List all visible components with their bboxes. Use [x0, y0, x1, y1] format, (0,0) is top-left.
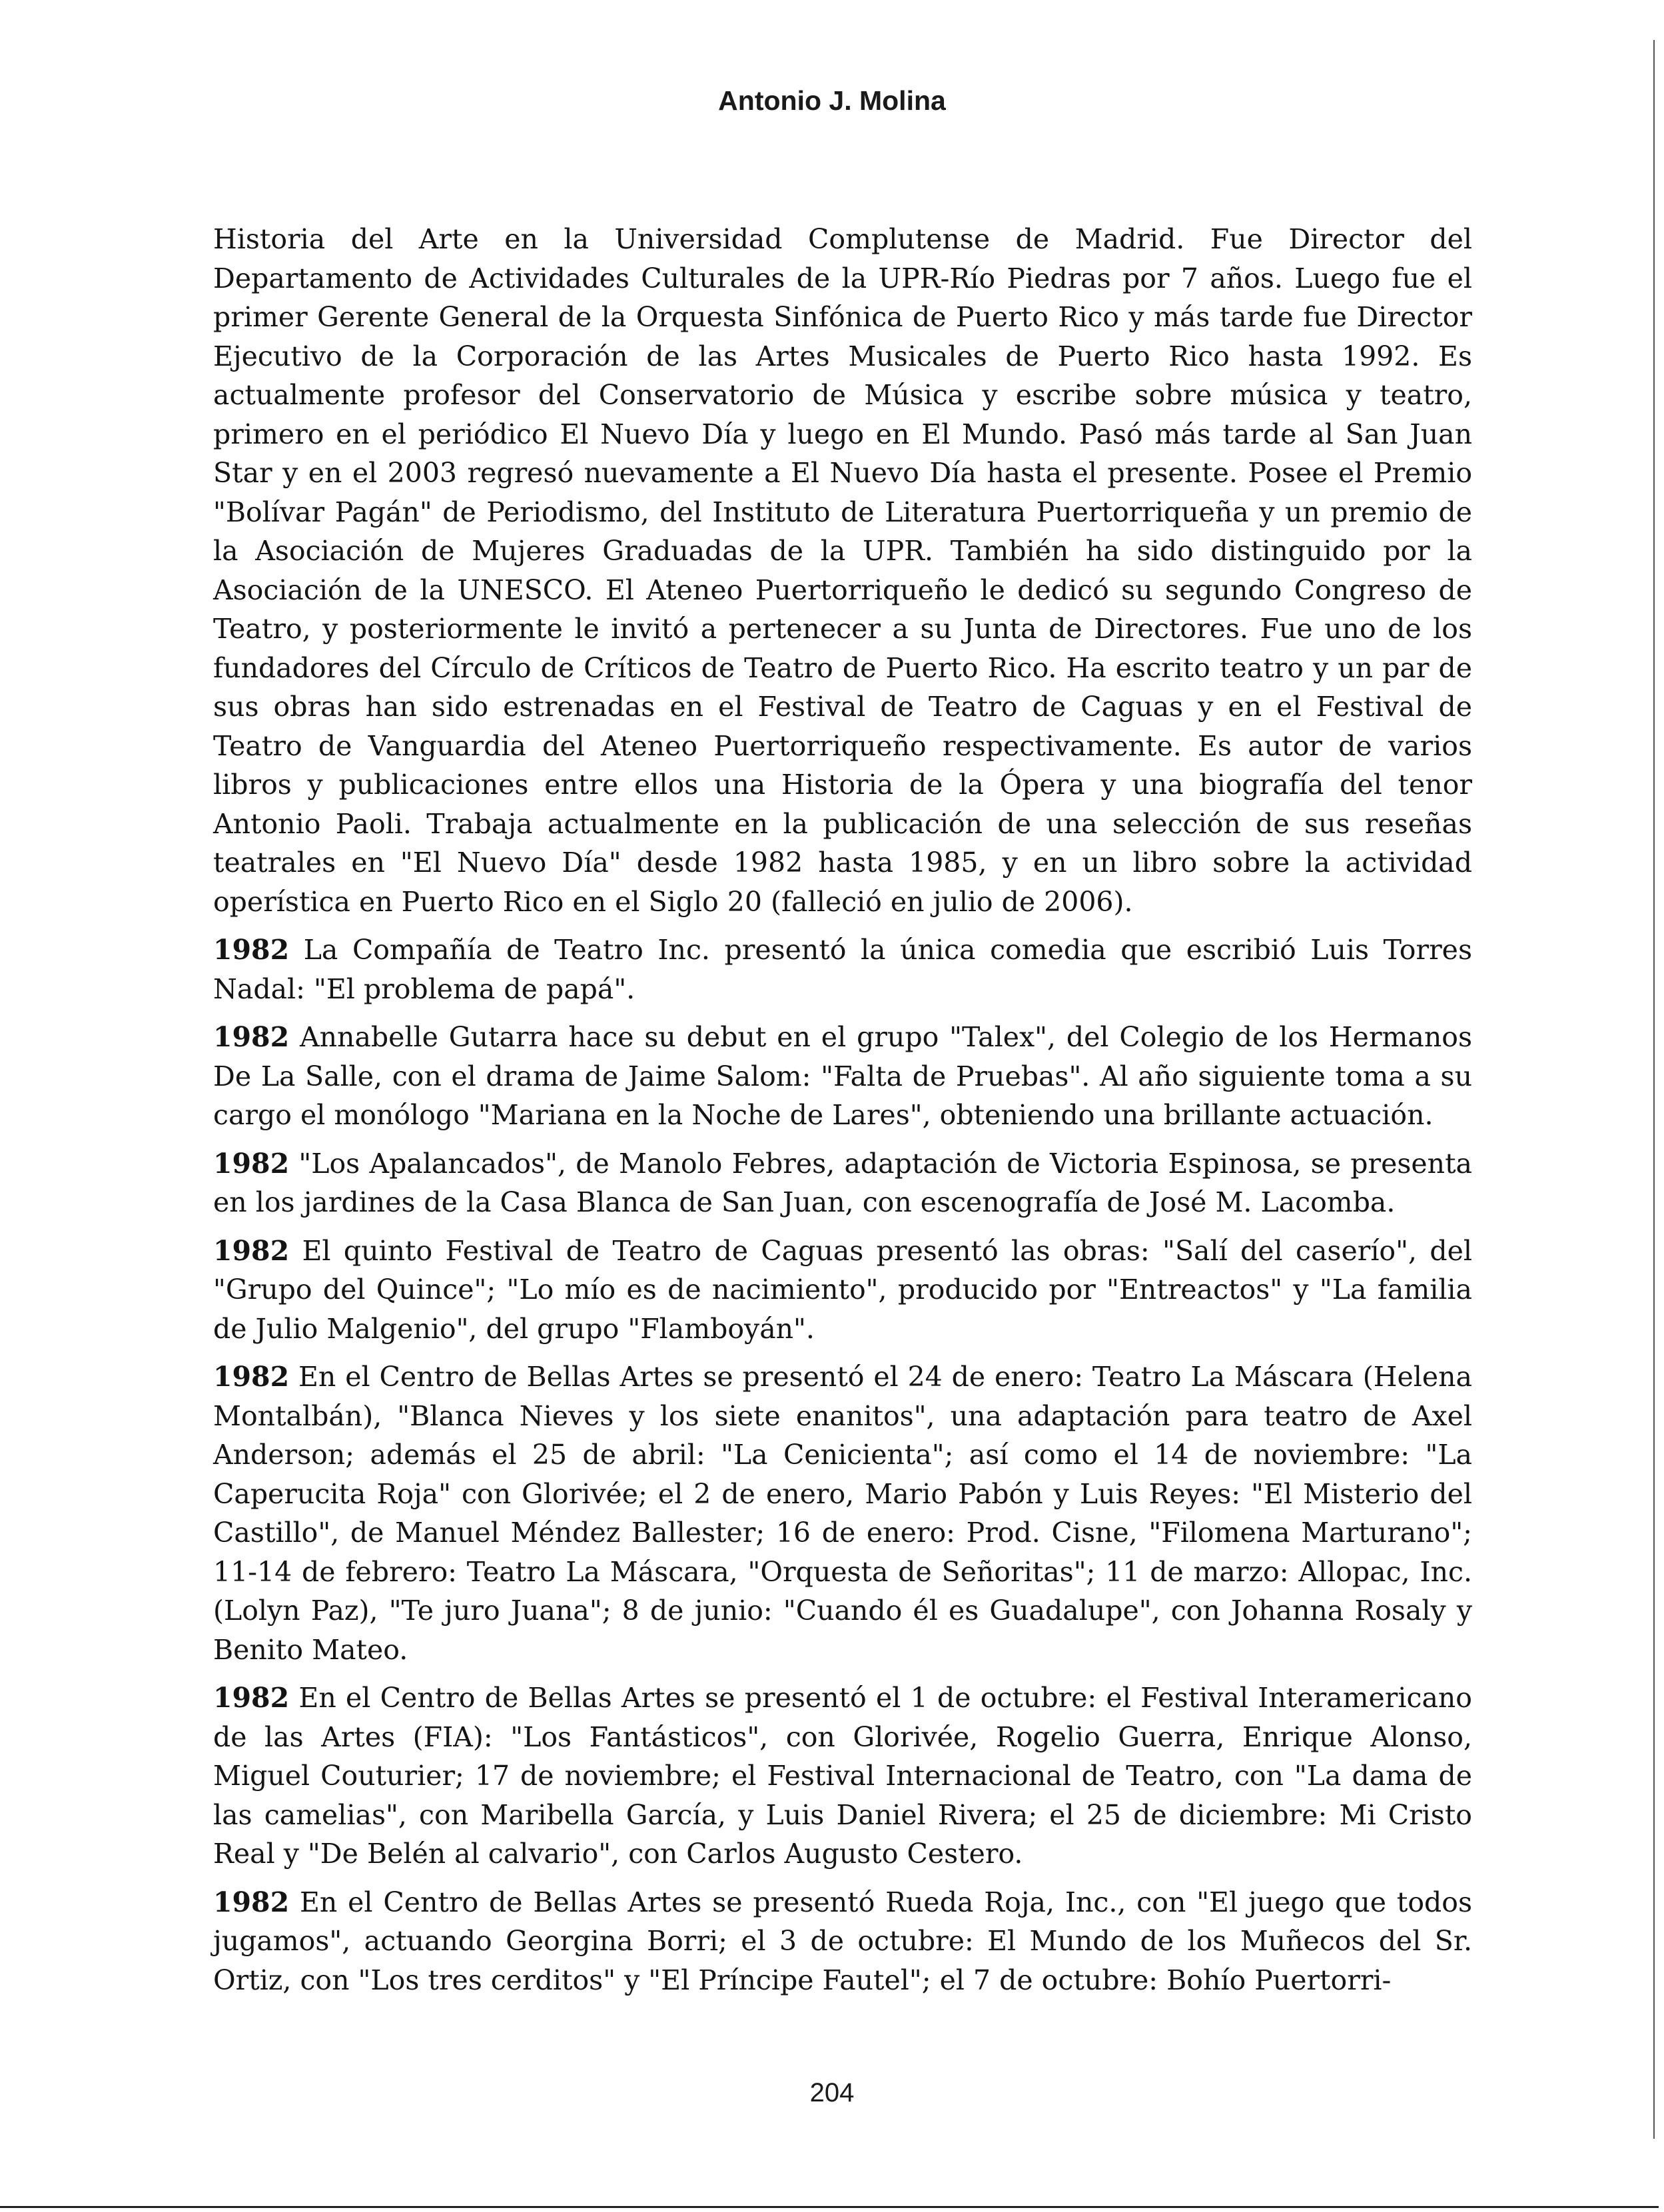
entry-year: 1982: [213, 1234, 290, 1267]
entry-year: 1982: [213, 1021, 290, 1053]
entry-year: 1982: [213, 934, 290, 966]
running-header: Antonio J. Molina: [718, 85, 946, 116]
chronology-entry: [213, 1357, 1472, 1669]
chronology-entry: [213, 1883, 1472, 2000]
scan-edge-rule: [1653, 40, 1655, 2139]
entry-text: En el Centro de Bellas Artes se presentó Rueda Roja, Inc., con "El juego que todos jugamos", actuando Georgina Borri; el 3 de octubre: El Mundo de los Muñecos del Sr. Ortiz, con "Los tres cerditos" y "El Príncipe Fautel"; el 7 de octubre: Bohío Puertorri-: [213, 1886, 1472, 1996]
entry-text: En el Centro de Bellas Artes se presentó el 1 de octubre: el Festival Interamericano de las Artes (FIA): "Los Fantásticos", con Glorivée, Rogelio Guerra, Enrique Alonso, Miguel Couturier; 17 de noviembre; el Festival Internacional de Teatro, con "La dama de las camelias", con Maribella García, y Luis Daniel Rivera; el 25 de diciembre: Mi Cristo Real y "De Belén al calvario", con Carlos Augusto Cestero.: [213, 1682, 1472, 1870]
entry-year: 1982: [213, 1147, 290, 1180]
page-number: 204: [809, 2078, 855, 2107]
chronology-entry: [213, 1678, 1472, 1874]
scan-bottom-rule: [0, 2206, 1659, 2208]
entry-text: "Los Apalancados", de Manolo Febres, adaptación de Victoria Espinosa, se presenta en los jardines de la Casa Blanca de San Juan, con escenografía de José M. Lacomba.: [213, 1147, 1472, 1218]
entry-text: En el Centro de Bellas Artes se presentó el 24 de enero: Teatro La Máscara (Helena Montalbán), "Blanca Nieves y los siete enanitos", una adaptación para teatro de Axel Anderson; además el 25 de abril: "La Cenicienta"; así como el 14 de noviembre: "La Caperucita Roja" con Glorivée; el 2 de enero, Mario Pabón y Luis Reyes: "El Misterio del Castillo", de Manuel Méndez Ballester; 16 de enero: Prod. Cisne, "Filomena Marturano"; 11-14 de febrero: Teatro La Máscara, "Orquesta de Señoritas"; 11 de marzo: Allopac, Inc. (Lolyn Paz), "Te juro Juana"; 8 de junio: "Cuando él es Guadalupe", con Johanna Rosaly y Benito Mateo.: [213, 1361, 1472, 1666]
chronology-entry: [213, 930, 1472, 1008]
page-body: [213, 220, 1472, 2009]
entry-year: 1982: [213, 1361, 290, 1393]
intro-paragraph: Historia del Arte en la Universidad Complutense de Madrid. Fue Director del Departamento de Actividades Culturales de la UPR-Río Piedras por 7 años. Luego fue el primer Gerente General de la Orquesta Sinfónica de Puerto Rico y más tarde fue Director Ejecutivo de la Corporación de las Artes Musicales de Puerto Rico hasta 1992. Es actualmente profesor del Conservatorio de Música y escribe sobre música y teatro, primero en el periódico El Nuevo Día y luego en El Mundo. Pasó más tarde al San Juan Star y en el 2003 regresó nuevamente a El Nuevo Día hasta el presente. Posee el Premio "Bolívar Pagán" de Periodismo, del Instituto de Literatura Puertorriqueña y un premio de la Asociación de Mujeres Graduadas de la UPR. También ha sido distinguido por la Asociación de la UNESCO. El Ateneo Puertorriqueño le dedicó su segundo Congreso de Teatro, y posteriormente le invitó a pertenecer a su Junta de Directores. Fue uno de los fundadores del Círculo de Críticos de Teatro de Puerto Rico. Ha escrito teatro y un par de sus obras han sido estrenadas en el Festival de Teatro de Caguas y en el Festival de Teatro de Vanguardia del Ateneo Puertorriqueño respectivamente. Es autor de varios libros y publicaciones entre ellos una Historia de la Ópera y una biografía del tenor Antonio Paoli. Trabaja actualmente en la publicación de una selección de sus reseñas teatrales en "El Nuevo Día" desde 1982 hasta 1985, y en un libro sobre la actividad operística en Puerto Rico en el Siglo 20 (falleció en julio de 2006).: [213, 223, 1472, 918]
entry-text: Annabelle Gutarra hace su debut en el grupo "Talex", del Colegio de los Hermanos De La Salle, con el drama de Jaime Salom: "Falta de Pruebas". Al año siguiente toma a su cargo el monólogo "Mariana en la Noche de Lares", obteniendo una brillante actuación.: [213, 1021, 1472, 1131]
entry-year: 1982: [213, 1682, 290, 1714]
chronology-entry: [213, 1018, 1472, 1135]
chronology-entry: [213, 1232, 1472, 1349]
entry-text: El quinto Festival de Teatro de Caguas presentó las obras: "Salí del caserío", del "Grupo del Quince"; "Lo mío es de nacimiento", producido por "Entreactos" y "La familia de Julio Malgenio", del grupo "Flamboyán".: [213, 1234, 1472, 1345]
entry-year: 1982: [213, 1886, 290, 1918]
entry-text: La Compañía de Teatro Inc. presentó la única comedia que escribió Luis Torres Nadal: "El problema de papá".: [213, 934, 1472, 1005]
chronology-entry: [213, 1144, 1472, 1222]
